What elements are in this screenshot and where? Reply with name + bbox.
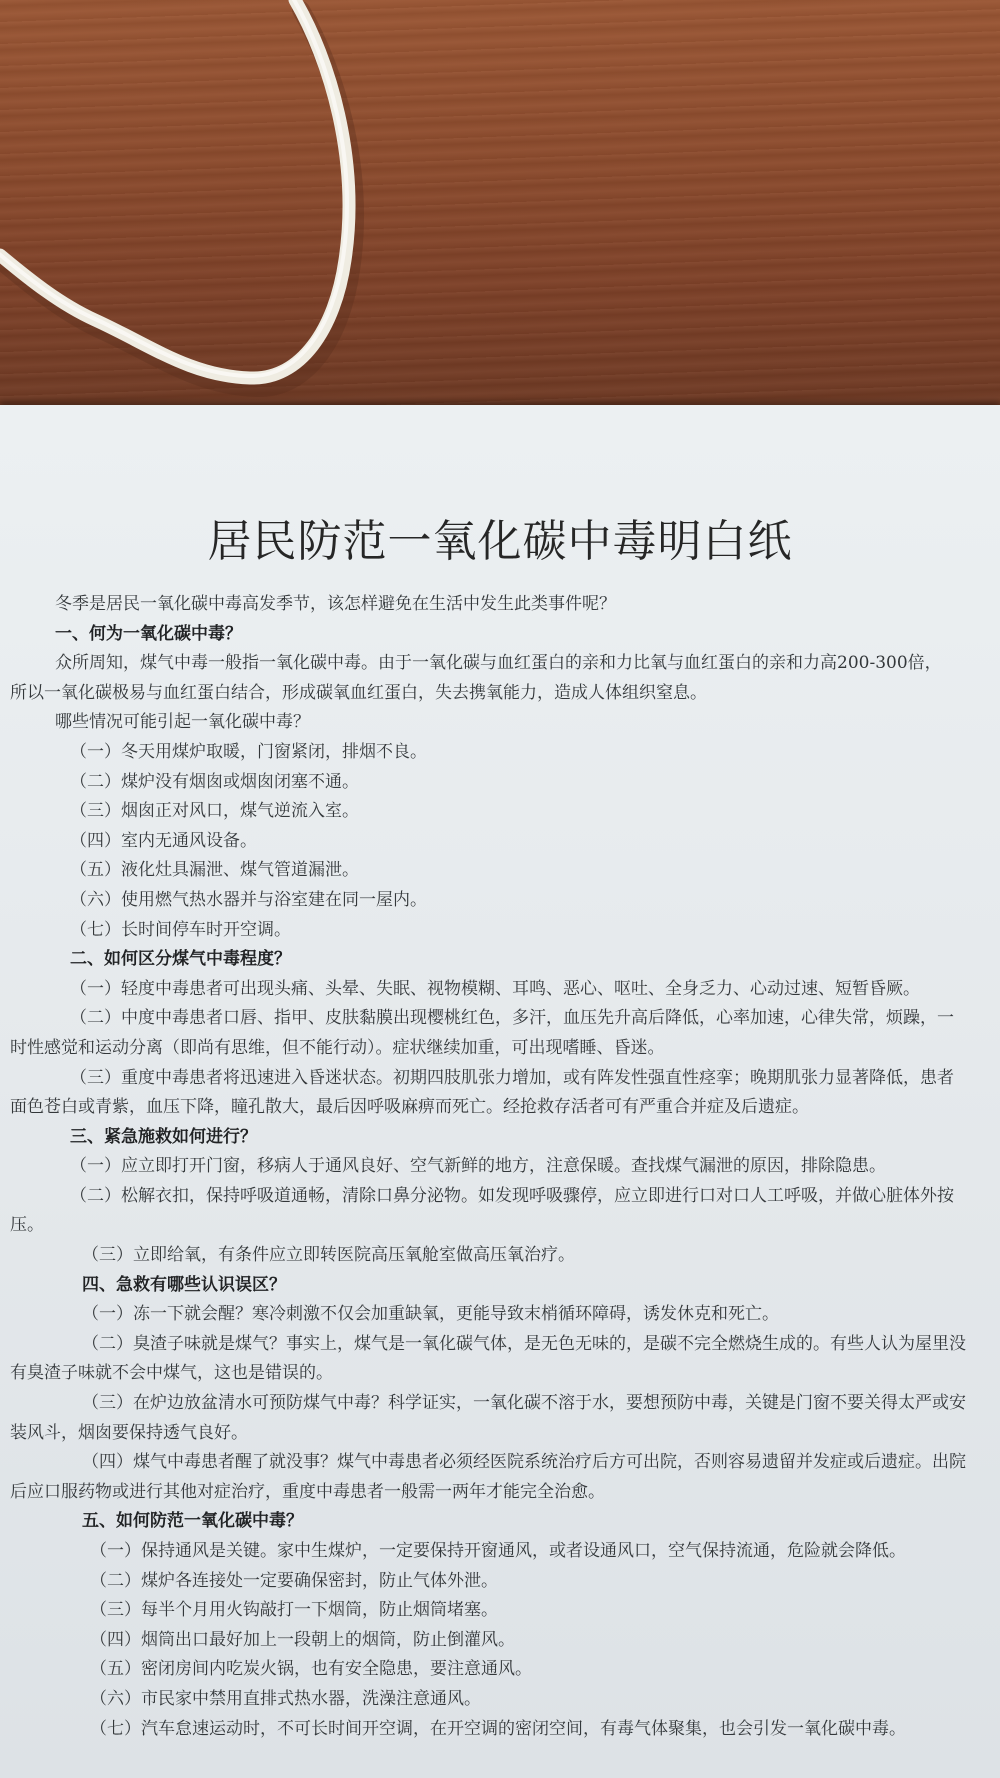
paragraph-line: 哪些情况可能引起一氧化碳中毒？ bbox=[55, 712, 310, 733]
wooden-table-background bbox=[0, 0, 1000, 405]
paragraph-line: 所以一氧化碳极易与血红蛋白结合，形成碳氧血红蛋白，失去携氧能力，造成人体组织窒息。 bbox=[10, 682, 707, 703]
paragraph-line: （六）市民家中禁用直排式热水器，洗澡注意通风。 bbox=[90, 1688, 481, 1709]
paragraph-line: （二）松解衣扣，保持呼吸道通畅，清除口鼻分泌物。如发现呼吸骤停，应立即进行口对口人工呼吸，并做心脏体外按 bbox=[70, 1185, 954, 1206]
paragraph-line: （二）中度中毒患者口唇、指甲、皮肤黏膜出现樱桃红色，多汗，血压先升高后降低，心率加速，心律失常，烦躁，一 bbox=[70, 1008, 954, 1029]
paragraph-line: 装风斗，烟囱要保持透气良好。 bbox=[10, 1422, 248, 1443]
paragraph-line: （五）液化灶具漏泄、煤气管道漏泄。 bbox=[70, 860, 359, 881]
paper-sheet bbox=[0, 405, 1000, 1778]
paragraph-line: （七）长时间停车时开空调。 bbox=[70, 919, 291, 940]
section-heading: 三、紧急施救如何进行？ bbox=[70, 1126, 257, 1147]
paragraph-line: （三）烟囱正对风口，煤气逆流入室。 bbox=[70, 801, 359, 822]
paragraph-line: （二）臭渣子味就是煤气？事实上，煤气是一氧化碳气体，是无色无味的，是碳不完全燃烧生成的。有些人认为屋里没 bbox=[82, 1333, 966, 1354]
paragraph-line: 时性感觉和运动分离（即尚有思维，但不能行动）。症状继续加重，可出现嗜睡、昏迷。 bbox=[10, 1037, 665, 1058]
paragraph-line: （三）在炉边放盆清水可预防煤气中毒？科学证实，一氧化碳不溶于水，要想预防中毒，关键是门窗不要关得太严或安 bbox=[82, 1393, 966, 1414]
paragraph-line: （三）立即给氧，有条件应立即转医院高压氧舱室做高压氧治疗。 bbox=[82, 1245, 575, 1266]
section-heading: 一、何为一氧化碳中毒？ bbox=[55, 623, 242, 644]
document-title: 居民防范一氧化碳中毒明白纸 bbox=[207, 516, 793, 567]
paragraph-line: （四）烟筒出口最好加上一段朝上的烟筒，防止倒灌风。 bbox=[90, 1629, 515, 1650]
paragraph-line: （四）室内无通风设备。 bbox=[70, 830, 257, 851]
paragraph-line: （一）保持通风是关键。家中生煤炉，一定要保持开窗通风，或者设通风口，空气保持流通，危险就会降低。 bbox=[90, 1541, 906, 1561]
paragraph-line: 压。 bbox=[10, 1215, 44, 1236]
paragraph-line: 众所周知，煤气中毒一般指一氧化碳中毒。由于一氧化碳与血红蛋白的亲和力比氧与血红蛋白的亲和力高200-300倍， bbox=[55, 653, 942, 674]
section-heading: 五、如何防范一氧化碳中毒？ bbox=[82, 1511, 303, 1532]
paragraph-line: （一）轻度中毒患者可出现头痛、头晕、失眠、视物模糊、耳鸣、恶心、呕吐、全身乏力、心动过速、短暂昏厥。 bbox=[70, 978, 920, 999]
paragraph-line: （一）应立即打开门窗，移病人于通风良好、空气新鲜的地方，注意保暖。查找煤气漏泄的原因，排除隐患。 bbox=[70, 1156, 886, 1177]
paragraph-line: （六）使用燃气热水器并与浴室建在同一屋内。 bbox=[70, 889, 427, 910]
paragraph-line: 有臭渣子味就不会中煤气，这也是错误的。 bbox=[10, 1363, 333, 1384]
paragraph-line: （二）煤炉各连接处一定要确保密封，防止气体外泄。 bbox=[90, 1570, 498, 1591]
document-body bbox=[10, 590, 994, 1744]
white-cable-photo bbox=[0, 0, 1000, 405]
paragraph-line: 冬季是居民一氧化碳中毒高发季节，该怎样避免在生活中发生此类事件呢？ bbox=[55, 594, 616, 614]
paragraph-line: （七）汽车怠速运动时，不可长时间开空调，在开空调的密闭空间，有毒气体聚集，也会引发一氧化碳中毒。 bbox=[90, 1718, 906, 1739]
paragraph-line: （一）冻一下就会醒？寒冷刺激不仅会加重缺氧，更能导致末梢循环障碍，诱发休克和死亡。 bbox=[82, 1304, 779, 1325]
paragraph-line: （三）每半个月用火钩敲打一下烟筒，防止烟筒堵塞。 bbox=[90, 1600, 498, 1621]
paragraph-line: （二）煤炉没有烟囱或烟囱闭塞不通。 bbox=[70, 771, 359, 792]
section-heading: 二、如何区分煤气中毒程度？ bbox=[70, 949, 291, 970]
paragraph-line: （三）重度中毒患者将迅速进入昏迷状态。初期四肢肌张力增加，或有阵发性强直性痉挛；晚期肌张力显著降低，患者 bbox=[70, 1067, 954, 1088]
paragraph-line: 面色苍白或青紫，血压下降，瞳孔散大，最后因呼吸麻痹而死亡。经抢救存活者可有严重合并症及后遗症。 bbox=[10, 1097, 809, 1118]
paragraph-line: （四）煤气中毒患者醒了就没事？煤气中毒患者必须经医院系统治疗后方可出院，否则容易遗留并发症或后遗症。出院 bbox=[82, 1452, 966, 1473]
paragraph-line: 后应口服药物或进行其他对症治疗，重度中毒患者一般需一两年才能完全治愈。 bbox=[10, 1481, 605, 1502]
section-heading: 四、急救有哪些认识误区？ bbox=[82, 1274, 286, 1295]
paragraph-line: （五）密闭房间内吃炭火锅，也有安全隐患，要注意通风。 bbox=[90, 1659, 532, 1680]
paragraph-line: （一）冬天用煤炉取暖，门窗紧闭，排烟不良。 bbox=[70, 741, 427, 762]
